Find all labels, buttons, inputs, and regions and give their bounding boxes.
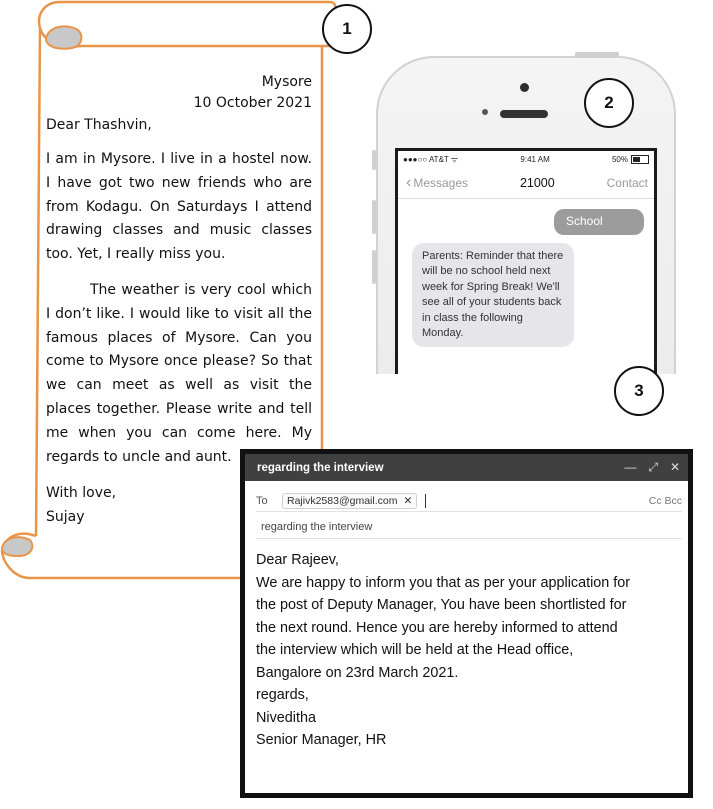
label-circle-1: 1 — [322, 4, 372, 54]
letter-paragraph-1: I am in Mysore. I live in a hostel now. I have got two new friends who are from Kodagu. On Saturdays I attend drawing classes and music classes too. Yet, I really miss you. — [46, 151, 312, 263]
letter-paragraph-2: The weather is very cool which I don’t like. I would like to visit all the famous places of Mysore. Can you come to Mysore once please? So that we can meet as well as visit the places together. Please write and tell me when you can come here. My regards to uncle and aunt. — [46, 281, 312, 465]
email-body-line: Dear Rajeev, — [256, 552, 339, 568]
battery-icon — [631, 155, 649, 164]
contact-button[interactable]: Contact — [606, 176, 648, 190]
recipient-chip[interactable] — [282, 493, 417, 509]
front-camera-icon — [520, 83, 529, 92]
label-circle-3: 3 — [614, 366, 664, 416]
messages-nav-bar — [398, 168, 654, 199]
email-body[interactable] — [256, 549, 686, 752]
recipient-email: Rajivk2583@gmail.com — [287, 495, 398, 507]
phone-screen — [395, 148, 657, 374]
label-circle-2: 2 — [584, 78, 634, 128]
conversation-number: 21000 — [519, 176, 555, 190]
to-field[interactable] — [256, 491, 682, 512]
email-body-line: the next round. Hence you are hereby informed to attend — [256, 619, 618, 636]
subject-field[interactable]: regarding the interview — [256, 515, 682, 539]
back-label: Messages — [413, 176, 469, 190]
email-body-line: the post of Deputy Manager, You have been shortlisted for — [256, 597, 627, 613]
text-cursor — [425, 494, 426, 508]
to-label: To — [256, 495, 268, 507]
status-bar — [398, 151, 654, 168]
status-time: 9:41 AM — [520, 155, 550, 164]
email-window-title: regarding the interview — [257, 461, 384, 474]
email-body-line: Bangalore on 23rd March 2021. — [256, 664, 459, 681]
letter-date: 10 October 2021 — [193, 95, 312, 111]
email-body-line: Senior Manager, HR — [256, 732, 387, 748]
expand-icon[interactable]: ⤢ — [648, 460, 658, 474]
received-message-bubble: Parents: Reminder that there will be no school held next week for Spring Break! We'll see all of your students back in class the following Monday. — [412, 243, 574, 347]
phone-mute-switch — [372, 150, 376, 170]
sent-message-bubble: School — [554, 209, 644, 235]
letter-signature: Sujay — [46, 509, 85, 526]
email-title-bar — [245, 454, 688, 481]
email-body-line: We are happy to inform you that as per your application for — [256, 574, 631, 591]
phone-volume-down — [372, 250, 376, 284]
email-compose-window — [240, 449, 693, 798]
proximity-sensor-icon — [482, 109, 488, 115]
minimize-icon[interactable]: — — [624, 460, 637, 474]
letter-place: Mysore — [261, 74, 312, 90]
battery-status: 50% — [612, 155, 649, 164]
close-icon[interactable]: ✕ — [669, 460, 680, 474]
email-body-line: the interview which will be held at the Head office, — [256, 642, 574, 658]
cc-bcc-button[interactable]: Cc Bcc — [648, 495, 682, 507]
chevron-left-icon: ‹ — [406, 174, 412, 191]
back-to-messages-button[interactable] — [406, 175, 468, 191]
email-body-line: Niveditha — [256, 709, 316, 726]
phone-power-button — [575, 52, 619, 57]
carrier-signal: ●●●○○ AT&T ᯤ — [403, 155, 459, 164]
earpiece-speaker-icon — [500, 110, 548, 118]
letter-greeting: Dear Thashvin, — [46, 117, 152, 133]
remove-recipient-icon[interactable]: ✕ — [403, 495, 413, 507]
phone-volume-up — [372, 200, 376, 234]
letter-closing: With love, — [46, 485, 117, 502]
email-body-line: regards, — [256, 687, 309, 703]
